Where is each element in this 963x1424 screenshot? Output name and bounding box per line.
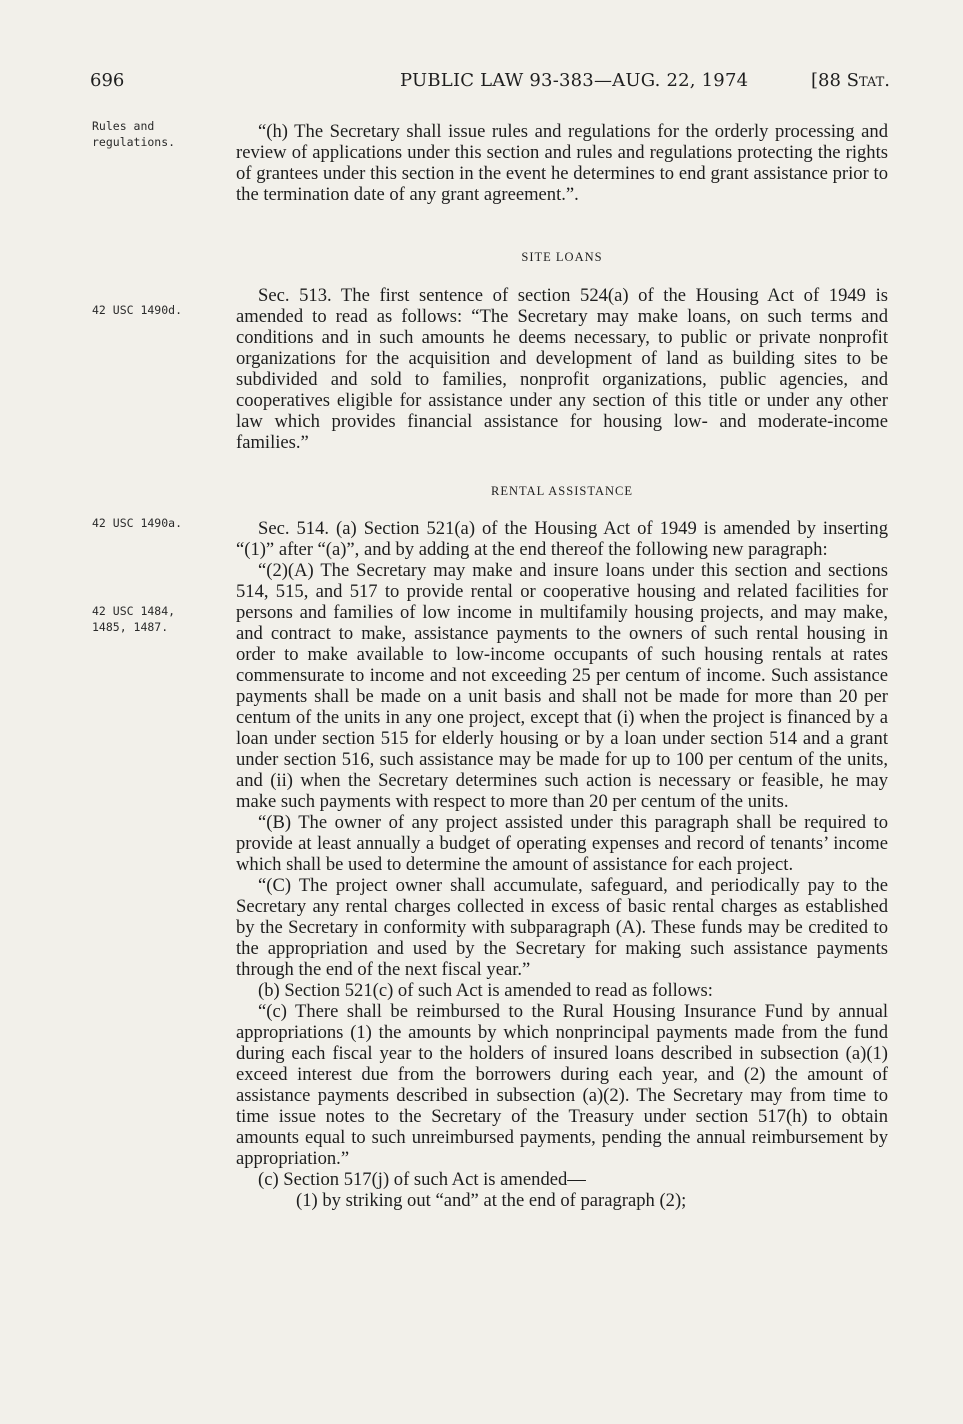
page-number: 696 (90, 70, 125, 91)
margin-note-usc-1490a: 42 USC 1490a. (92, 516, 183, 530)
heading-site-loans: SITE LOANS (521, 250, 603, 264)
page-header (90, 70, 890, 100)
margin-note-usc-1490d: 42 USC 1490d. (92, 303, 183, 317)
section-514-block (236, 518, 888, 1211)
margin-note-usc-1484: 42 USC 1484, 1485, 1487. (92, 604, 176, 634)
paragraph-sec-514-a: Sec. 514. (a) Section 521(a) of the Housing Act of 1949 is amended by inserting “(1)” after “(a)”, and by adding at the end thereof the following new paragraph: (236, 518, 888, 560)
paragraph-B: “(B) The owner of any project assisted under this paragraph shall be required to provide at least annually a budget of operating expenses and record of tenants’ income which shall be used to determine the amount of assistance for each project. (236, 812, 888, 875)
paragraph-c-1: (1) by striking out “and” at the end of paragraph (2); (296, 1190, 687, 1211)
paragraph-2-A: “(2)(A) The Secretary may make and insure loans under this section and sections 514, 515, and 517 to provide rental or cooperative housing and related facilities for persons and families of low income in multifamily housing projects, and may make, and contract to make, assistance payments to the owners of such rental housing in order to make available to low-income occupants of such housing rentals at rates commensurate to income and not exceeding 25 per centum of income. Such assistance payments shall be made on a unit basis and shall not be made for more than 20 per centum of the units in any one project, except that (i) when the project is financed by a loan under section 515 for elderly housing or by a loan under section 514 and a grant under section 516, such assistance may be made for up to 100 per centum of the units, and (ii) when the Secretary determines such action is necessary or feasible, he may make such payments with respect to more than 20 per centum of the units. (236, 560, 888, 812)
running-title: PUBLIC LAW 93-383—AUG. 22, 1974 (400, 70, 749, 91)
margin-note-rules: Rules and regulations. (92, 119, 176, 149)
paragraph-C: “(C) The project owner shall accumulate, safeguard, and periodically pay to the Secretary any rental charges collected in excess of basic rental charges as established by the Secretary in conformity with subparagraph (A). These funds may be credited to the appropriation and used by the Secretary for making such assistance payments through the end of the next fiscal year.” (236, 875, 888, 980)
paragraph-c: (c) Section 517(j) of such Act is amended— (258, 1169, 586, 1190)
section-513-block (236, 285, 888, 453)
heading-rental-assistance: RENTAL ASSISTANCE (491, 484, 633, 498)
paragraph-c-quote: “(c) There shall be reimbursed to the Rural Housing Insurance Fund by annual appropriations (1) the amounts by which nonprincipal payments made from the fund during each fiscal year to the holders of insured loans described in subsection (a)(1) exceed interest due from the borrowers during each year, and (2) the amount of assistance payments described in subsection (a)(2). The Secretary may from time to time issue notes to the Secretary of the Treasury under section 517(h) to obtain amounts equal to such unreimbursed payments, pending the annual reimbursement by appropriation.” (236, 1001, 888, 1169)
paragraph-sec-513: Sec. 513. The first sentence of section 524(a) of the Housing Act of 1949 is amended to read as follows: “The Secretary may make loans, on such terms and conditions and in such amounts he deems necessary, to public or private nonprofit organizations for the acquisition and development of land as building sites to be subdivided and sold to families, nonprofit organizations, public agencies, and cooperatives eligible for assistance under any section of this title or under any other law which provides financial assistance for housing low- and moderate-income families.” (236, 285, 888, 453)
paragraph-h-block (236, 121, 888, 205)
statute-reference: [88 Stat. (810, 70, 890, 91)
paragraph-b: (b) Section 521(c) of such Act is amended to read as follows: (258, 980, 713, 1001)
paragraph-h: “(h) The Secretary shall issue rules and regulations for the orderly processing and review of applications under this section and rules and regulations protecting the rights of grantees under this section in the event he determines to end grant assistance prior to the termination date of any grant agreement.”. (236, 121, 888, 205)
